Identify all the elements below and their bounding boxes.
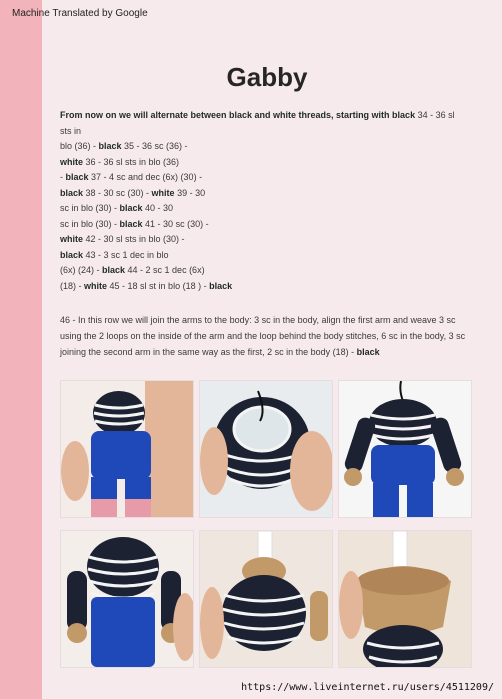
pattern-line bbox=[60, 186, 480, 202]
stitch-instruction: (18) - bbox=[60, 280, 85, 291]
yarn-color-label: black bbox=[60, 249, 84, 260]
pattern-line bbox=[60, 139, 480, 155]
pattern-line bbox=[60, 155, 480, 171]
yarn-color-label: black bbox=[209, 280, 233, 291]
stitch-instruction: sts in bbox=[60, 125, 82, 136]
machine-translated-label: Machine Translated by Google bbox=[12, 8, 148, 19]
stitch-instruction: sc in blo (30) - bbox=[60, 218, 120, 229]
pattern-line bbox=[60, 279, 480, 295]
yarn-color-label: black bbox=[102, 265, 126, 275]
stitch-instruction: 39 - 30 bbox=[174, 187, 206, 198]
yarn-color-label: black bbox=[98, 141, 122, 151]
photo-head-attach bbox=[199, 530, 333, 668]
photo-head-cup bbox=[338, 530, 472, 668]
row-46-text: 46 - In this row we will join the arms to the body: 3 sc in the body, align the first arm and weave 3 sc using the 2 loops on the inside of the arm and the loop behind the body stitches, 6 sc in the body, 3 sc joining the second arm in the same way as the first, 2 sc in the body (18) - bbox=[60, 315, 466, 357]
stitch-instruction: sc in blo (30) - bbox=[60, 203, 120, 213]
stitch-instruction: 34 - 36 sl bbox=[415, 110, 455, 120]
left-margin-strip bbox=[0, 0, 42, 699]
pattern-line bbox=[60, 108, 480, 124]
photo-grid bbox=[60, 380, 470, 666]
pattern-line bbox=[60, 170, 480, 186]
row-46-paragraph bbox=[60, 312, 472, 360]
photo-neck-closing bbox=[199, 380, 333, 518]
yarn-color-label: white bbox=[60, 156, 84, 167]
source-watermark-url[interactable]: https://www.liveinternet.ru/users/4511209/ bbox=[241, 682, 494, 693]
yarn-color-label: From now on we will alternate between black and white threads, starting with black bbox=[60, 110, 416, 120]
page-title: Gabby bbox=[226, 62, 308, 92]
pattern-line bbox=[60, 217, 480, 233]
stitch-instruction: (6x) (24) - bbox=[60, 265, 103, 275]
stitch-instruction: 38 - 30 sc (30) - bbox=[83, 187, 152, 198]
stitch-instruction: 40 - 30 bbox=[142, 203, 174, 213]
yarn-color-label: black bbox=[119, 203, 143, 213]
stitch-instruction: 42 - 30 sl sts in blo (30) - bbox=[83, 234, 185, 244]
yarn-color-label: black bbox=[60, 187, 84, 198]
pattern-line bbox=[60, 232, 480, 248]
stitch-instruction: 44 - 2 sc 1 dec (6x) bbox=[125, 265, 205, 275]
row-46-color: black bbox=[356, 347, 380, 357]
stitch-instruction: blo (36) - bbox=[60, 141, 99, 151]
photo-arms-aligned bbox=[338, 380, 472, 518]
stitch-instruction: 37 - 4 sc and dec (6x) (30) - bbox=[88, 172, 203, 182]
photo-back-view bbox=[60, 380, 194, 518]
pattern-line bbox=[60, 263, 480, 279]
stitch-instruction: - bbox=[60, 172, 66, 182]
pattern-rows-34-45 bbox=[60, 108, 480, 294]
photo-body-with-arms bbox=[60, 530, 194, 668]
yarn-color-label: white bbox=[151, 187, 175, 198]
stitch-instruction: 35 - 36 sc (36) - bbox=[121, 141, 188, 151]
pattern-line bbox=[60, 248, 480, 264]
yarn-color-label: white bbox=[60, 234, 84, 244]
stitch-instruction: 45 - 18 sl st in blo (18 ) - bbox=[107, 280, 210, 291]
yarn-color-label: black bbox=[65, 172, 89, 182]
yarn-color-label: black bbox=[119, 218, 143, 229]
stitch-instruction: 36 - 36 sl sts in blo (36) bbox=[83, 156, 180, 167]
stitch-instruction: 41 - 30 sc (30) - bbox=[142, 218, 209, 229]
yarn-color-label: white bbox=[84, 280, 108, 291]
pattern-line bbox=[60, 201, 480, 217]
pattern-line bbox=[60, 124, 480, 140]
stitch-instruction: 43 - 3 sc 1 dec in blo bbox=[83, 249, 169, 260]
